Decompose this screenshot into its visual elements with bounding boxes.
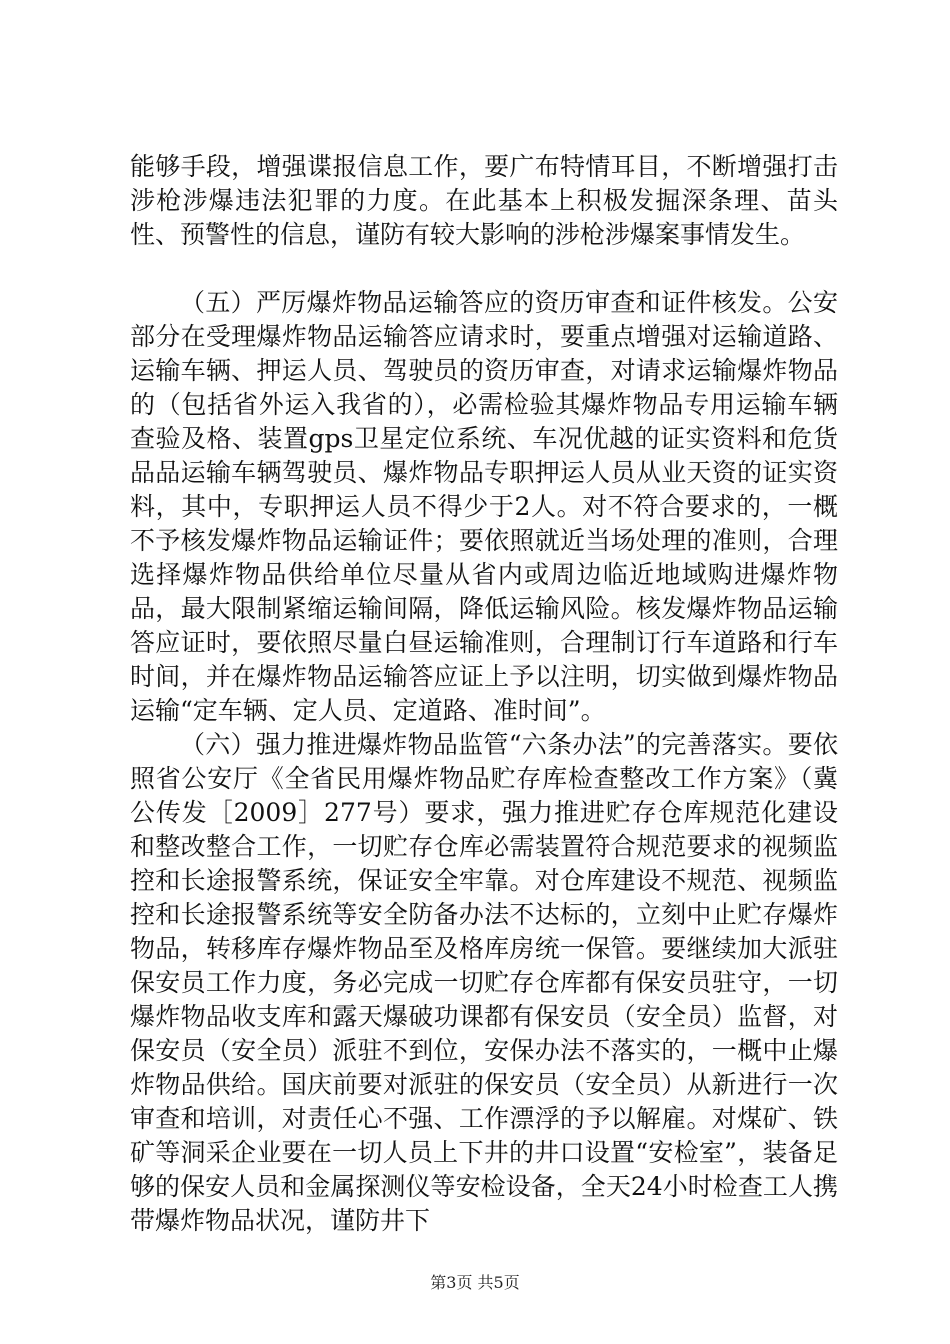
paragraph-section-6: （六）强力推进爆炸物品监管“六条办法”的完善落实。要依照省公安厅《全省民用爆炸物品贮存库检查整改工作方案》（冀公传发［2009］277号）要求，强力推进贮存仓库规范化建设和整改整合工作，一切贮存仓库必需装置符合规范要求的视频监控和长途报警系统，保证安全牢靠。对仓库建设不规范、视频监控和长途报警系统等安全防备办法不达标的，立刻中止贮存爆炸物品，转移库存爆炸物品至及格库房统一保管。要继续加大派驻保安员工作力度，务必完成一切贮存仓库都有保安员驻守，一切爆炸物品收支库和露天爆破功课都有保安员（安全员）监督，对保安员（安全员）派驻不到位，安保办法不落实的，一概中止爆炸物品供给。国庆前要对派驻的保安员（安全员）从新进行一次审查和培训，对责任心不强、工作漂浮的予以解雇。对煤矿、铁矿等洞采企业要在一切人员上下井的井口设置“安检室”，装备足够的保安人员和金属探测仪等安检设备，全天24小时检查工人携带爆炸物品状况，谨防井下	[130, 730, 838, 1235]
paragraph-gap	[130, 252, 838, 286]
paragraph-section-5: （五）严厉爆炸物品运输答应的资历审查和证件核发。公安部分在受理爆炸物品运输答应请求时，要重点增强对运输道路、运输车辆、押运人员、驾驶员的资历审查，对请求运输爆炸物品的（包括省外运入我省的），必需检验其爆炸物品专用运输车辆查验及格、装置gps卫星定位系统、车况优越的证实资料和危货品品运输车辆驾驶员、爆炸物品专职押运人员从业天资的证实资料，其中，专职押运人员不得少于2人。对不符合要求的，一概不予核发爆炸物品运输证件；要依照就近当场处理的准则，合理选择爆炸物品供给单位尽量从省内或周边临近地域购进爆炸物品，最大限制紧缩运输间隔，降低运输风险。核发爆炸物品运输答应证时，要依照尽量白昼运输准则，合理制订行车道路和行车时间，并在爆炸物品运输答应证上予以注明，切实做到爆炸物品运输“定车辆、定人员、定道路、准时间”。	[130, 288, 838, 725]
page-footer: 第3页 共5页	[430, 1273, 520, 1292]
paragraph-intro: 能够手段，增强谍报信息工作，要广布特情耳目，不断增强打击涉枪涉爆违法犯罪的力度。在此基本上积极发掘深条理、苗头性、预警性的信息，谨防有较大影响的涉枪涉爆案事情发生。	[130, 152, 838, 249]
document-body	[130, 150, 838, 1238]
